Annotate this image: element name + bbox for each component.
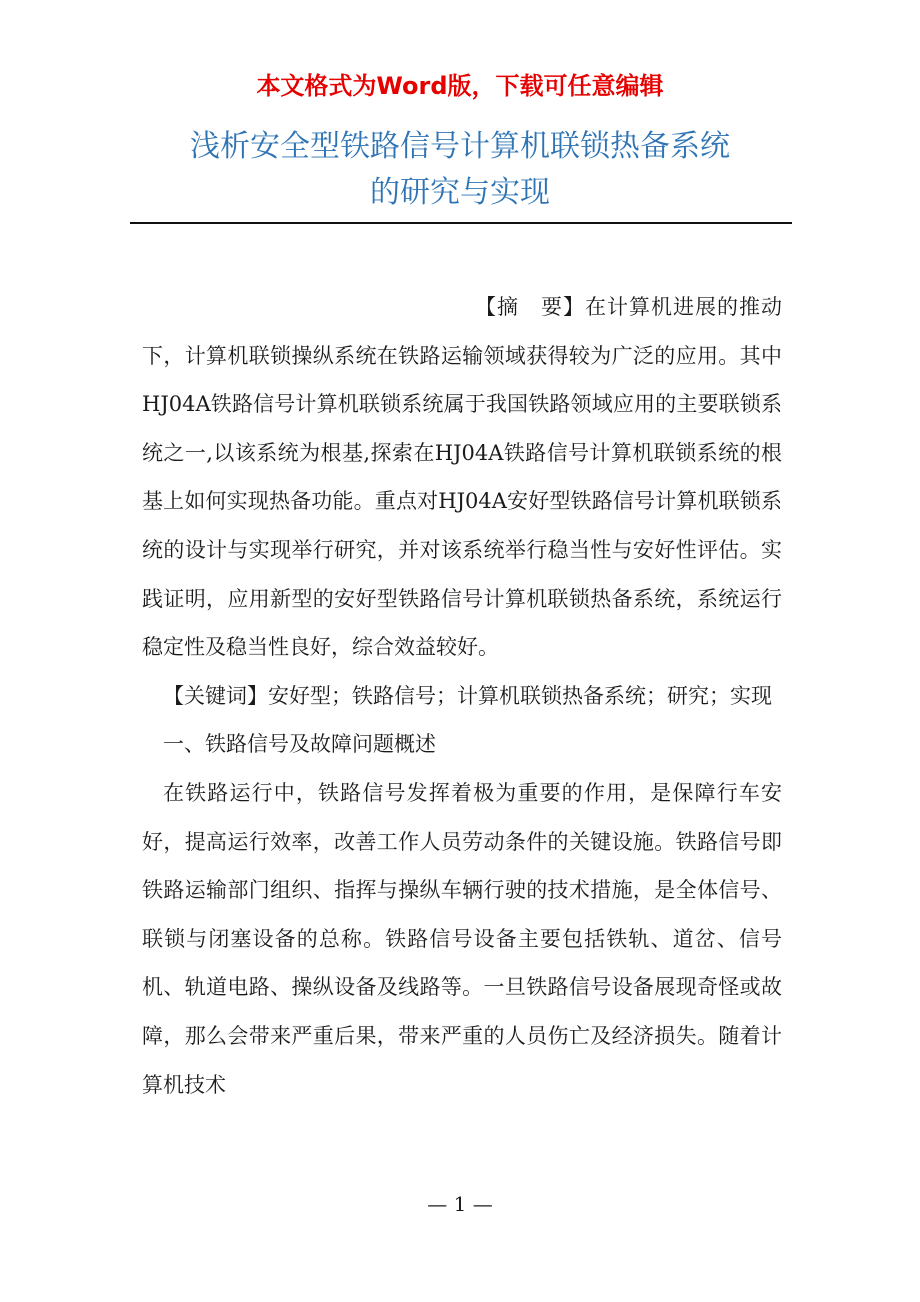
download-notice: 本文格式为Word版，下载可任意编辑: [256, 72, 664, 100]
keywords-paragraph: [142, 672, 782, 721]
page-number: — 1 —: [427, 1192, 493, 1216]
keywords-label: 【关键词】: [163, 683, 268, 708]
section-heading: 一、铁路信号及故障问题概述: [163, 732, 436, 757]
document-title: [130, 124, 790, 216]
keywords-text: 安好型；铁路信号；计算机联锁热备系统；研究；实现: [268, 683, 772, 708]
title-divider: [130, 222, 792, 224]
document-body: [142, 283, 782, 1109]
section-paragraph: 在铁路运行中，铁路信号发挥着极为重要的作用，是保障行车安好，提高运行效率，改善工作人员劳动条件的关键设施。铁路信号即铁路运输部门组织、指挥与操纵车辆行驶的技术措施，是全体信号、联锁与闭塞设备的总称。铁路信号设备主要包括铁轨、道岔、信号机、轨道电路、操纵设备及线路等。一旦铁路信号设备展现奇怪或故障，那么会带来严重后果，带来严重的人员伤亡及经济损失。随着计算机技术: [142, 780, 782, 1097]
title-line-2: 的研究与实现: [370, 175, 550, 210]
title-line-1: 浅析安全型铁路信号计算机联锁热备系统: [190, 129, 730, 164]
abstract-text: 在计算机进展的推动下，计算机联锁操纵系统在铁路运输领域获得较为广泛的应用。其中HJ04A铁路信号计算机联锁系统属于我国铁路领域应用的主要联锁系统之一,以该系统为根基,探索在HJ04A铁路信号计算机联锁系统的根基上如何实现热备功能。重点对HJ04A安好型铁路信号计算机联锁系统的设计与实现举行研究，并对该系统举行稳当性与安好性评估。实践证明，应用新型的安好型铁路信号计算机联锁热备系统，系统运行稳定性及稳当性良好，综合效益较好。: [142, 295, 782, 660]
abstract-label: 【摘 要】: [475, 295, 585, 319]
abstract-paragraph: [142, 283, 782, 672]
